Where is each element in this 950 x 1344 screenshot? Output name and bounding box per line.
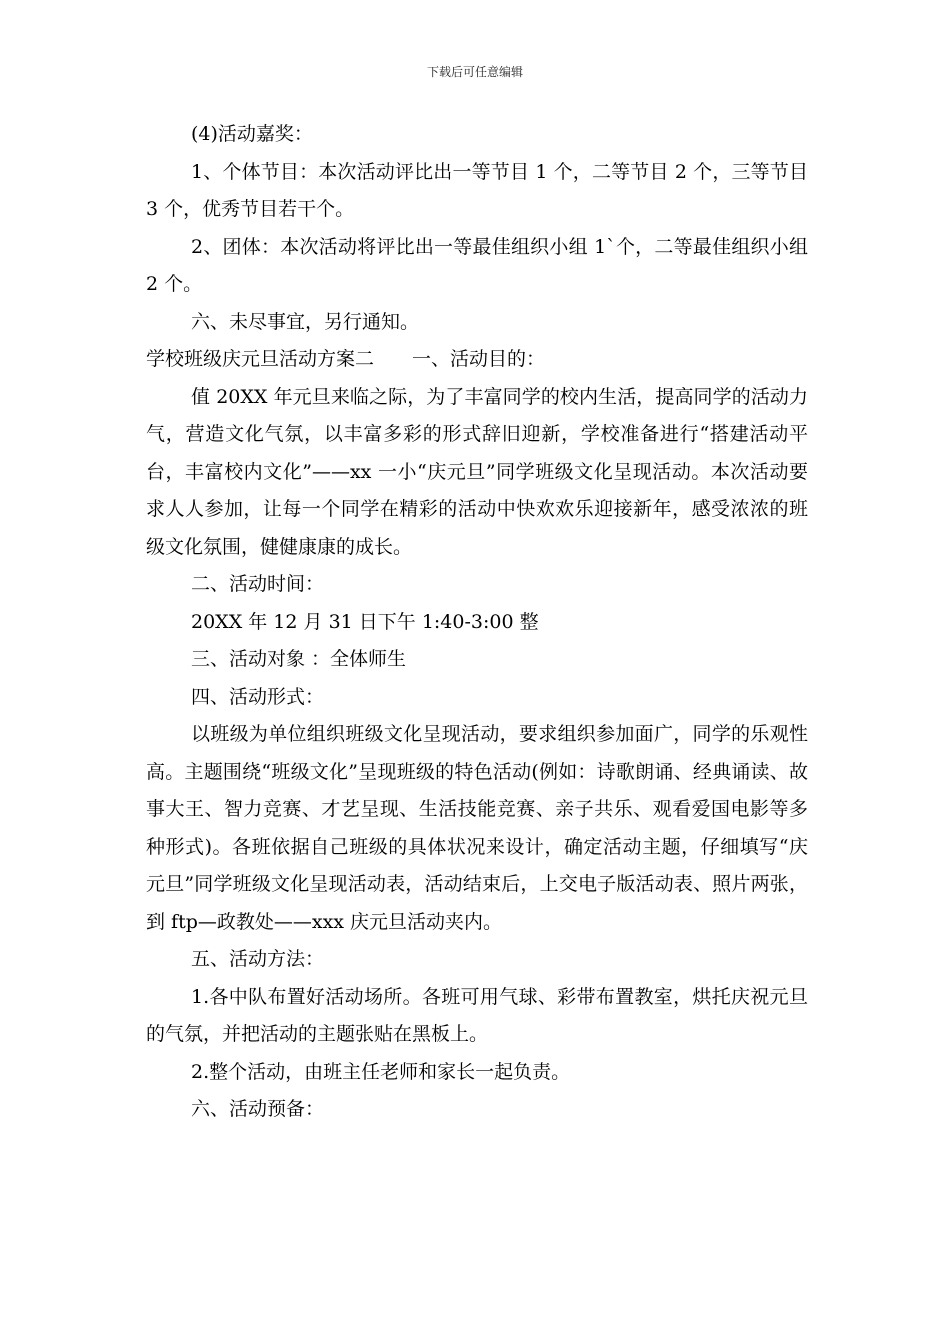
paragraph-time-heading: 二、活动时间： (191, 573, 325, 595)
paragraph-group-awards: 2、团体：本次活动将评比出一等最佳组织小组 1`个，二等最佳组织小组 2 个。 (146, 235, 815, 295)
paragraph-purpose: 值 20XX 年元旦来临之际，为了丰富同学的校内生活，提高同学的活动力气，营造文化气氛，以丰富多彩的形式辞旧迎新，学校准备进行“搭建活动平台，丰富校内文化”——xx 一小“庆元旦”同学班级文化呈现活动。本次活动要求人人参加，让每一个同学在精彩的活动中快欢欢乐迎接新年，感受浓浓的班级文化氛围，健健康康的成长。 (146, 385, 808, 558)
paragraph-time: 20XX 年 12 月 31 日下午 1:40-3:00 整 (191, 610, 539, 633)
paragraph-preparation-heading: 六、活动预备： (191, 1098, 325, 1120)
paragraph-individual-awards: 1、个体节目：本次活动评比出一等节目 1 个，二等节目 2 个，三等节目 3 个，优秀节目若干个。 (146, 160, 815, 220)
paragraph-awards-heading: (4)活动嘉奖： (191, 123, 313, 145)
paragraph-other-matters: 六、未尽事宜，另行通知。 (191, 310, 420, 333)
paragraph-form: 以班级为单位组织班级文化呈现活动，要求组织参加面广，同学的乐观性高。主题围绕“班级文化”呈现班级的特色活动(例如：诗歌朗诵、经典诵读、故事大王、智力竞赛、才艺呈现、生活技能竞赛、亲子共乐、观看爱国电影等多种形式)。各班依据自己班级的具体状况来设计，确定活动主题，仔细填写“庆元旦”同学班级文化呈现活动表，活动结束后，上交电子版活动表、照片两张，到 ftp—政教处——xxx 庆元旦活动夹内。 (146, 723, 808, 933)
paragraph-audience: 三、活动对象 ：全体师生 (191, 648, 407, 670)
paragraph-method-heading: 五、活动方法： (191, 948, 325, 970)
paragraph-form-heading: 四、活动形式： (191, 685, 325, 708)
document-body (146, 116, 815, 1129)
paragraph-plan-two-title: 学校班级庆元旦活动方案二 一、活动目的： (146, 348, 546, 370)
paragraph-method-2: 2.整个活动，由班主任老师和家长一起负责。 (191, 1060, 571, 1083)
page-header: 下载后可任意编辑 (426, 65, 523, 79)
paragraph-method-1: 1.各中队布置好活动场所。各班可用气球、彩带布置教室，烘托庆祝元旦的气氛，并把活动的主题张贴在黑板上。 (146, 985, 808, 1045)
